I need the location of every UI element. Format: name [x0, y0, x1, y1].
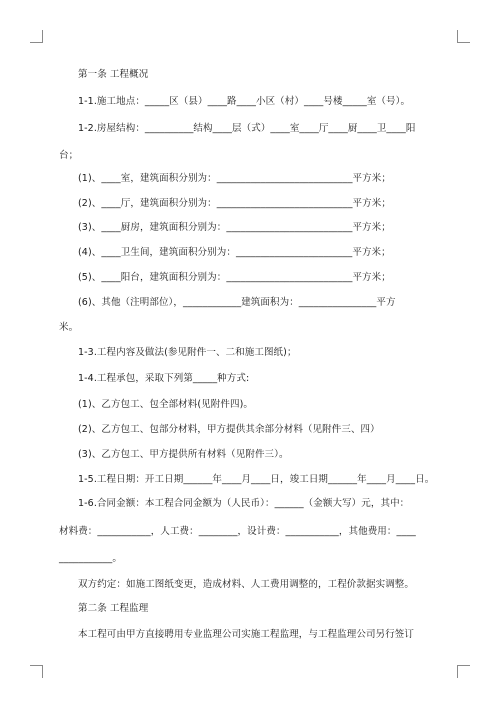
area-item-bathroom: (4)、____卫生间，建筑面积分别为：________________________平方米； [78, 247, 391, 258]
contract-option-3: (3)、乙方包工、甲方提供所有材料（见附件三）。 [78, 449, 289, 460]
mutual-agreement: 双方约定：如施工图纸变更，造成材料、人工费用调整的，工程价款据实调整。 [78, 579, 415, 590]
clause-1-4-contracting: 1-4.工程承包，采取下列第_____种方式: [78, 373, 250, 384]
section-heading-1: 第一条 工程概况 [78, 69, 149, 80]
crop-mark-bottom-left [30, 665, 43, 678]
clause-1-6-amount: 1-6.合同金额：本工程合同金额为（人民币）：______（金额大写）元，其中： [78, 498, 410, 509]
clause-1-1-location: 1-1.施工地点：_____区（县）____路____小区（村）____号楼_____室（号）。 [78, 96, 411, 107]
clause-1-5-dates: 1-5.工程日期：开工日期______年____月____日，竣工日期______年____月____日。 [78, 474, 435, 485]
area-item-halls: (2)、____厅，建筑面积分别为：____________________________平方米； [78, 198, 391, 209]
contract-option-1: (1)、乙方包工、包全部材料(见附件四)。 [78, 399, 253, 410]
area-item-other: (6)、其他（注明部位），____________建筑面积为：________________平方 [78, 297, 396, 308]
area-item-other-cont: 米。 [59, 322, 79, 333]
contract-option-2: (2)、乙方包工、包部分材料，甲方提供其余部分材料（见附件三、四） [78, 424, 380, 435]
crop-mark-top-left [30, 30, 43, 43]
clause-1-6-fees: 材料费：___________，人工费：________，设计费：___________，其他费用：____ [59, 526, 416, 537]
supervision-paragraph: 本工程可由甲方直接聘用专业监理公司实施工程监理，与工程监理公司另行签订 [78, 629, 415, 640]
clause-1-2-structure: 1-2.房屋结构：__________结构____层（式）____室____厅____厨____卫____阳 [78, 123, 416, 134]
area-item-rooms: (1)、____室，建筑面积分别为：____________________________平方米； [78, 173, 391, 184]
crop-mark-bottom-right [457, 665, 470, 678]
clause-1-3-content: 1-3.工程内容及做法(参见附件一、二和施工图纸)； [78, 347, 297, 358]
crop-mark-top-right [457, 30, 470, 43]
clause-1-6-fees-cont: ___________。 [59, 553, 122, 564]
section-heading-2: 第二条 工程监理 [78, 603, 149, 614]
area-item-kitchen: (3)、____厨房，建筑面积分别为：__________________________平方米； [78, 222, 391, 233]
area-item-balcony: (5)、____阳台，建筑面积分别为：__________________________平方米； [78, 272, 391, 283]
clause-1-2-structure-cont: 台； [59, 150, 79, 161]
